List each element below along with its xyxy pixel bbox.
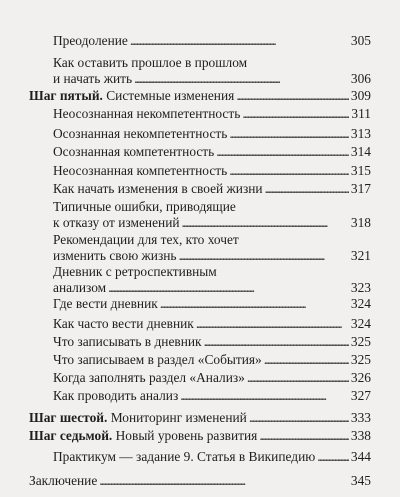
page-number: 326	[350, 370, 371, 385]
toc-title: Системные изменения	[106, 88, 235, 103]
toc-line	[53, 248, 371, 264]
page-number: 345	[350, 473, 371, 488]
toc-line	[53, 199, 371, 215]
toc-line	[53, 106, 371, 122]
dot-leader	[247, 370, 349, 386]
toc-line	[29, 428, 371, 444]
toc-line	[53, 264, 371, 280]
dot-leader	[236, 88, 349, 104]
toc-line	[29, 88, 371, 104]
toc-title: Когда заполнять раздел «Анализ»	[53, 370, 245, 385]
toc-line	[53, 33, 371, 49]
toc-line	[53, 449, 371, 465]
page-number: 321	[350, 248, 371, 263]
page-number: 344	[350, 449, 371, 464]
toc-line	[53, 181, 371, 197]
toc-line	[53, 370, 371, 386]
toc-title: Осознанная компетентность	[53, 144, 215, 159]
toc-line	[53, 55, 371, 71]
toc-line	[53, 232, 371, 248]
page-number: 305	[350, 33, 371, 48]
toc-title: Новый уровень развития	[115, 428, 258, 443]
toc-line	[53, 352, 371, 368]
toc-line	[53, 296, 371, 312]
dot-leader	[317, 449, 349, 465]
toc-title: изменить свою жизнь	[53, 248, 177, 263]
page-number: 315	[350, 163, 371, 178]
toc-section-label: Шаг пятый.	[29, 88, 103, 103]
toc-title: Где вести дневник	[53, 296, 158, 311]
dot-leader	[264, 352, 349, 368]
page-number: 318	[350, 215, 371, 230]
toc-line	[53, 215, 371, 231]
dot-leader	[108, 280, 349, 296]
toc-title: Рекомендации для тех, кто хочет	[53, 232, 239, 247]
dot-leader	[259, 428, 349, 444]
toc-title: Типичные ошибки, приводящие	[53, 199, 236, 214]
dot-leader	[182, 215, 349, 231]
toc-title: Неосознанная компетентность	[53, 163, 228, 178]
dot-leader	[180, 388, 349, 404]
dot-leader	[99, 473, 349, 489]
dot-leader	[249, 410, 349, 426]
toc-line	[53, 163, 371, 179]
toc-title: Практикум — задание 9. Статья в Википедию	[53, 449, 316, 464]
dot-leader	[160, 296, 349, 312]
page-number: 306	[350, 71, 371, 86]
toc-title: к отказу от изменений	[53, 215, 180, 230]
toc-title: Как начать изменения в своей жизни	[53, 181, 263, 196]
toc-line	[53, 280, 371, 296]
toc-title: Что записывать в дневник	[53, 334, 202, 349]
toc-line	[53, 126, 371, 142]
page-number: 311	[351, 106, 371, 121]
dot-leader	[134, 71, 349, 87]
page-number: 324	[350, 296, 371, 311]
toc-section-label: Шаг седьмой.	[29, 428, 113, 443]
toc-line	[53, 316, 371, 332]
page-number: 314	[350, 144, 371, 159]
toc-title: Дневник с ретроспективным	[53, 264, 217, 279]
dot-leader	[130, 33, 349, 49]
page-number: 323	[350, 280, 371, 295]
toc-title: Неосознанная некомпетентность	[53, 106, 241, 121]
toc-title: Мониторинг изменений	[110, 410, 247, 425]
toc-title: и начать жить	[53, 71, 133, 86]
toc-title: Заключение	[29, 473, 98, 488]
page-number: 325	[350, 334, 371, 349]
page-number: 309	[350, 88, 371, 103]
page-number: 338	[350, 428, 371, 443]
dot-leader	[204, 334, 349, 350]
page-number: 324	[350, 316, 371, 331]
toc-section-label: Шаг шестой.	[29, 410, 108, 425]
toc-line	[29, 410, 371, 426]
toc-title: анализом	[53, 280, 107, 295]
dot-leader	[196, 316, 349, 332]
toc-title: Как оставить прошлое в прошлом	[53, 55, 248, 70]
page-number: 333	[350, 410, 371, 425]
page-number: 313	[350, 126, 371, 141]
dot-leader	[242, 106, 349, 122]
page-number: 327	[350, 388, 371, 403]
toc-line	[53, 144, 371, 160]
toc-title: Что записываем в раздел «События»	[53, 352, 262, 367]
toc-line	[53, 334, 371, 350]
dot-leader	[265, 181, 349, 197]
dot-leader	[179, 248, 349, 264]
toc-line	[53, 71, 371, 87]
page-number: 317	[350, 181, 371, 196]
toc-title: Преодоление	[53, 33, 128, 48]
toc-title: Осознанная некомпетентность	[53, 126, 228, 141]
toc-line	[29, 473, 371, 489]
dot-leader	[216, 144, 349, 160]
toc-title: Как проводить анализ	[53, 388, 179, 403]
toc-title: Как часто вести дневник	[53, 316, 194, 331]
toc-line	[53, 388, 371, 404]
page-number: 325	[350, 352, 371, 367]
dot-leader	[229, 163, 349, 179]
dot-leader	[229, 126, 349, 142]
